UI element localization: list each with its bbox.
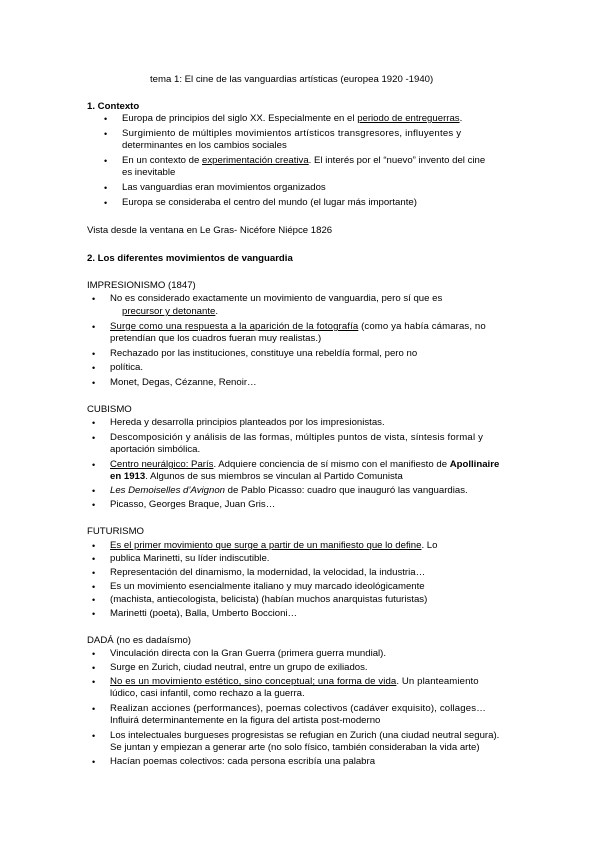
list-item: Hereda y desarrolla principios planteados por los impresionistas. (110, 417, 385, 428)
list-item: En un contexto de experimentación creativa. El interés por el “nuevo” invento del cine (122, 155, 486, 166)
list-item: No es considerado exactamente un movimiento de vanguardia, pero sí que es (110, 293, 443, 304)
list-item-cont: precursor y detonante. (122, 306, 219, 317)
bullet-icon: • (92, 649, 96, 659)
futurismo-heading: FUTURISMO (87, 526, 145, 537)
bullet-icon: • (92, 486, 96, 496)
section-1-heading: 1. Contexto (87, 101, 140, 112)
list-item: Europa se consideraba el centro del mundo (el lugar más importante) (122, 197, 417, 208)
bullet-icon: • (92, 363, 96, 373)
bullet-icon: • (92, 677, 96, 687)
bullet-icon: • (92, 757, 96, 767)
section-2-heading: 2. Los diferentes movimientos de vanguardia (87, 253, 293, 264)
bullet-icon: • (92, 294, 96, 304)
list-item-cont: en 1913. Algunos de sus miembros se vinculan al Partido Comunista (110, 471, 403, 482)
list-item: Picasso, Georges Braque, Juan Gris… (110, 499, 276, 510)
list-item-cont: lúdico, casi infantil, como rechazo a la guerra. (110, 688, 305, 699)
bullet-icon: • (92, 541, 96, 551)
list-item: Es el primer movimiento que surge a partir de un manifiesto que lo define. Lo (110, 540, 438, 551)
list-item: Europa de principios del siglo XX. Especialmente en el periodo de entreguerras. (122, 113, 463, 124)
bullet-icon: • (92, 609, 96, 619)
list-item-cont: pretendían que los cuadros fueran muy realistas.) (110, 333, 322, 344)
bullet-icon: • (104, 183, 108, 193)
list-item: Representación del dinamismo, la modernidad, la velocidad, la industria… (110, 567, 426, 578)
bullet-icon: • (104, 114, 108, 124)
list-item: Hacían poemas colectivos: cada persona escribía una palabra (110, 756, 376, 767)
list-item: Es un movimiento esencialmente italiano y muy marcado ideológicamente (110, 581, 425, 592)
list-item-cont: es inevitable (122, 167, 176, 178)
list-item: Les Demoiselles d’Avignon de Pablo Picasso: cuadro que inauguró las vanguardias. (110, 485, 468, 496)
bullet-icon: • (104, 129, 108, 139)
list-item: política. (110, 362, 144, 373)
bullet-icon: • (92, 731, 96, 741)
list-item: Centro neurálgico: París. Adquiere conciencia de sí mismo con el manifiesto de Apollinaire (110, 459, 500, 470)
list-item: Surge como una respuesta a la aparición de la fotografía (como ya había cámaras, no (110, 321, 486, 332)
bullet-icon: • (92, 582, 96, 592)
list-item-cont: Se juntan y empiezan a generar arte (no solo físico, también consideraban la vida arte) (110, 742, 480, 753)
list-item: Las vanguardias eran movimientos organizados (122, 182, 326, 193)
bullet-icon: • (92, 595, 96, 605)
bullet-icon: • (92, 349, 96, 359)
list-item: Los intelectuales burgueses progresistas se refugian en Zurich (una ciudad neutral segura). (110, 730, 500, 741)
cubismo-heading: CUBISMO (87, 404, 132, 415)
bullet-icon: • (92, 704, 96, 714)
bullet-icon: • (92, 378, 96, 388)
bullet-icon: • (92, 433, 96, 443)
list-item: Descomposición y análisis de las formas, múltiples puntos de vista, síntesis formal y (110, 432, 484, 443)
bullet-icon: • (92, 554, 96, 564)
page-title: tema 1: El cine de las vanguardias artísticas (europea 1920 -1940) (150, 74, 434, 85)
bullet-icon: • (92, 418, 96, 428)
list-item: Vinculación directa con la Gran Guerra (primera guerra mundial). (110, 648, 387, 659)
list-item: No es un movimiento estético, sino conceptual; una forma de vida. Un planteamiento (110, 676, 479, 687)
impresionismo-heading: IMPRESIONISMO (1847) (87, 280, 196, 291)
list-item: (machista, antiecologista, belicista) (habían muchos anarquistas futuristas) (110, 594, 428, 605)
vista-caption: Vista desde la ventana en Le Gras- Nicéfore Niépce 1826 (87, 225, 333, 236)
list-item: publica Marinetti, su líder indiscutible. (110, 553, 270, 564)
bullet-icon: • (92, 322, 96, 332)
list-item-cont: aportación simbólica. (110, 444, 201, 455)
dada-heading: DADÁ (no es dadaísmo) (87, 635, 191, 646)
bullet-icon: • (92, 663, 96, 673)
bullet-icon: • (92, 460, 96, 470)
bullet-icon: • (104, 198, 108, 208)
list-item-cont: Influirá determinantemente en la figura del artista post-moderno (110, 715, 381, 726)
list-item: Surge en Zurich, ciudad neutral, entre un grupo de exiliados. (110, 662, 368, 673)
list-item: Monet, Degas, Cézanne, Renoir… (110, 377, 257, 388)
list-item: Surgimiento de múltiples movimientos artísticos transgresores, influyentes y (122, 128, 462, 139)
list-item: Rechazado por las instituciones, constituye una rebeldía formal, pero no (110, 348, 418, 359)
list-item: Realizan acciones (performances), poemas colectivos (cadáver exquisito), collages… (110, 703, 486, 714)
list-item-cont: determinantes en los cambios sociales (122, 140, 287, 151)
list-item: Marinetti (poeta), Balla, Umberto Boccioni… (110, 608, 298, 619)
bullet-icon: • (92, 568, 96, 578)
bullet-icon: • (92, 500, 96, 510)
bullet-icon: • (104, 156, 108, 166)
